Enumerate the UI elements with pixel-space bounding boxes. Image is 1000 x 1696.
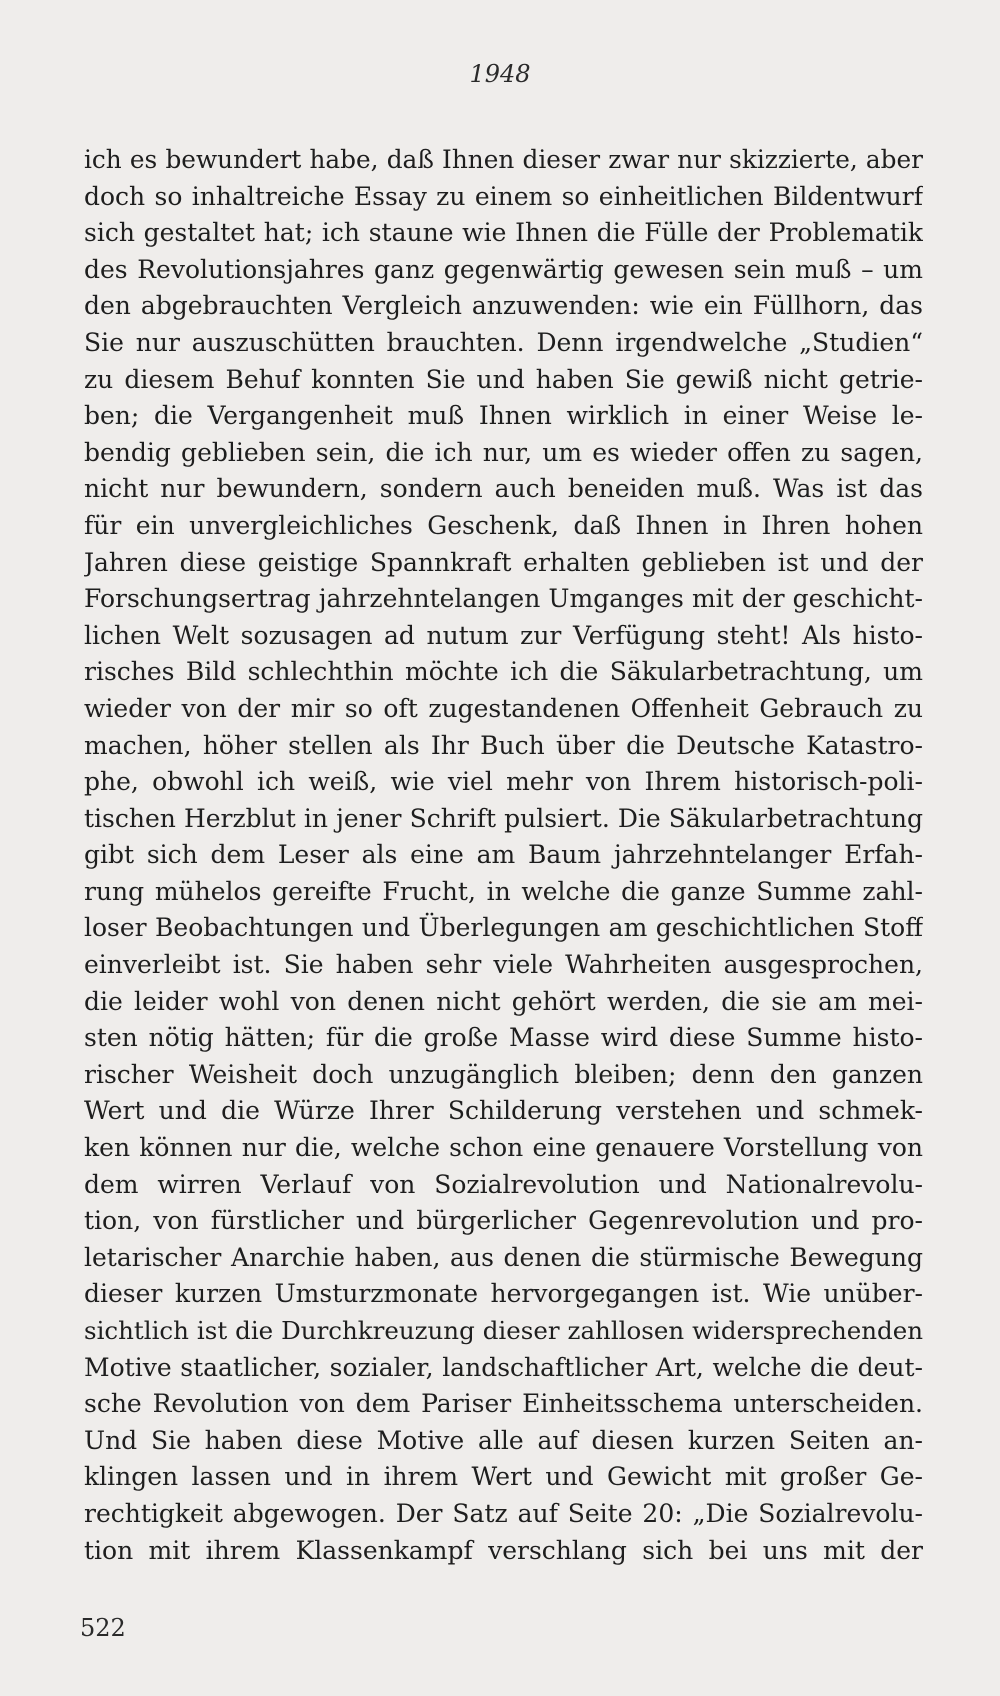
text-line: tischen Herzblut in jener Schrift pulsiert. Die Säkularbetrachtung [84,803,923,833]
text-line: tion mit ihrem Klassenkampf verschlang sich bei uns mit der [84,1535,923,1565]
text-line: Und Sie haben diese Motive alle auf diesen kurzen Seiten an- [84,1425,923,1455]
text-line: lichen Welt sozusagen ad nutum zur Verfügung steht! Als histo- [84,620,923,650]
text-line: sche Revolution von dem Pariser Einheitsschema unterscheiden. [84,1389,923,1419]
text-line: rechtigkeit abgewogen. Der Satz auf Seite 20: „Die Sozialrevolu- [84,1498,923,1528]
text-line: Forschungsertrag jahrzehntelangen Umganges mit der geschicht- [84,584,923,614]
text-line: Motive staatlicher, sozialer, landschaftlicher Art, welche die deut- [84,1352,923,1382]
text-line: wieder von der mir so oft zugestandenen Offenheit Gebrauch zu [84,693,923,723]
text-line: für ein unvergleichliches Geschenk, daß Ihnen in Ihren hohen [84,510,923,540]
text-line: doch so inhaltreiche Essay zu einem so einheitlichen Bildentwurf [84,181,923,211]
text-line: bendig geblieben sein, die ich nur, um es wieder offen zu sagen, [84,437,923,467]
text-line: sten nötig hätten; für die große Masse wird diese Summe histo- [84,1023,923,1053]
body-text [84,142,923,1569]
text-line: loser Beobachtungen und Überlegungen am geschichtlichen Stoff [84,913,923,943]
text-line: zu diesem Behuf konnten Sie und haben Sie gewiß nicht getrie- [84,364,923,394]
text-line: phe, obwohl ich weiß, wie viel mehr von Ihrem historisch-poli- [84,767,923,797]
text-line: des Revolutionsjahres ganz gegenwärtig gewesen sein muß – um [84,254,923,284]
text-line: risches Bild schlechthin möchte ich die Säkularbetrachtung, um [84,657,923,687]
text-line: nicht nur bewundern, sondern auch beneiden muß. Was ist das [84,474,923,504]
text-line: Jahren diese geistige Spannkraft erhalten geblieben ist und der [84,547,923,577]
text-line: den abgebrauchten Vergleich anzuwenden: wie ein Füllhorn, das [84,291,923,321]
running-head: 1948 [469,60,531,88]
text-line: dem wirren Verlauf von Sozialrevolution und Nationalrevolu- [84,1169,923,1199]
text-line: ich es bewundert habe, daß Ihnen dieser zwar nur skizzierte, aber [84,145,923,174]
page-number: 522 [80,1614,126,1642]
text-line: rischer Weisheit doch unzugänglich bleiben; denn den ganzen [84,1059,923,1089]
text-line: tion, von fürstlicher und bürgerlicher Gegenrevolution und pro- [84,1206,923,1236]
text-line: Sie nur auszuschütten brauchten. Denn irgendwelche „Studien“ [84,327,923,357]
text-line: sichtlich ist die Durchkreuzung dieser zahllosen widersprechenden [84,1316,923,1345]
text-line: Wert und die Würze Ihrer Schilderung verstehen und schmek- [84,1096,923,1126]
text-line: ken können nur die, welche schon eine genauere Vorstellung von [84,1133,923,1163]
text-line: klingen lassen und in ihrem Wert und Gewicht mit großer Ge- [84,1462,923,1492]
text-line: die leider wohl von denen nicht gehört werden, die sie am mei- [84,986,923,1016]
text-line: sich gestaltet hat; ich staune wie Ihnen die Fülle der Problematik [84,218,923,248]
text-line: ben; die Vergangenheit muß Ihnen wirklich in einer Weise le- [84,401,923,431]
text-line: einverleibt ist. Sie haben sehr viele Wahrheiten ausgesprochen, [84,950,923,980]
text-line: rung mühelos gereifte Frucht, in welche die ganze Summe zahl- [84,876,923,906]
text-line: machen, höher stellen als Ihr Buch über die Deutsche Katastro- [84,730,923,760]
text-line: gibt sich dem Leser als eine am Baum jahrzehntelanger Erfah- [84,840,923,870]
text-line: letarischer Anarchie haben, aus denen die stürmische Bewegung [84,1242,923,1272]
text-line: dieser kurzen Umsturzmonate hervorgegangen ist. Wie unüber- [84,1279,923,1309]
